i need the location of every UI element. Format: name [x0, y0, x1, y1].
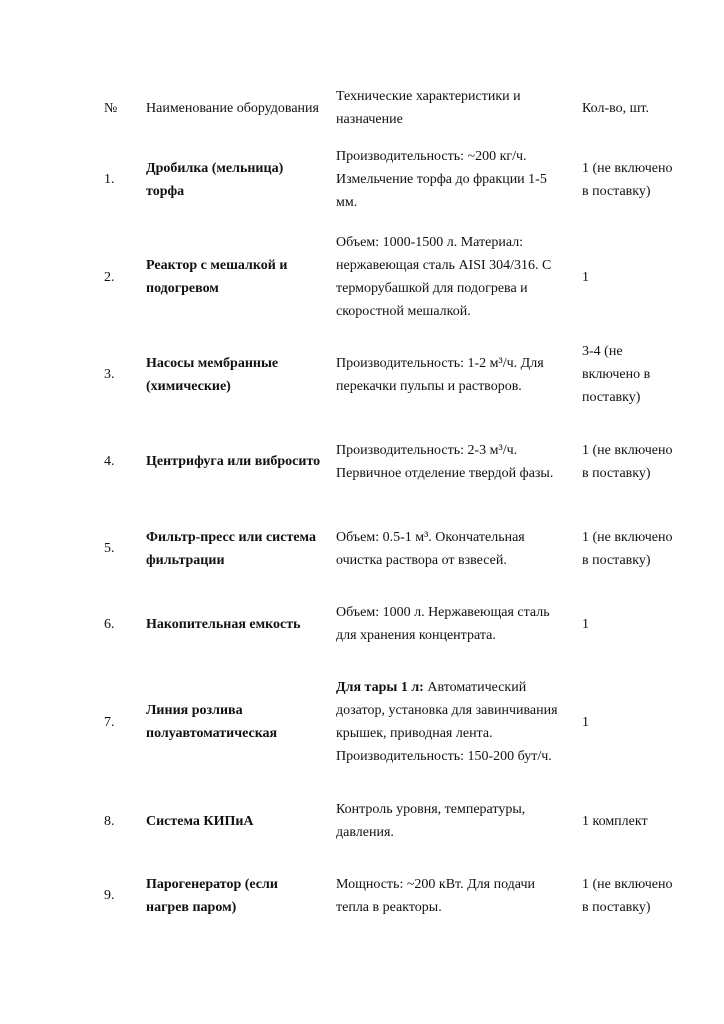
- header-spec-text: Технические характеристики и назначение: [336, 89, 521, 127]
- row-num-text: 6.: [104, 616, 115, 632]
- row-4-num: [104, 427, 136, 496]
- row-qty-text: 1 (не включено в поставку): [582, 160, 673, 199]
- row-7-spec: [336, 664, 568, 780]
- row-3-spec: [336, 340, 568, 409]
- row-name-text: Линия розлива полуавтоматическая: [146, 703, 278, 741]
- row-spec-body: Контроль уровня, температуры, давления.: [336, 802, 526, 840]
- row-qty-text: 1 (не включено в поставку): [582, 442, 673, 481]
- row-num-text: 1.: [104, 172, 115, 187]
- row-6-num: [104, 600, 136, 648]
- row-5-num: [104, 514, 136, 583]
- row-6-spec: [336, 600, 568, 648]
- row-1-spec: [336, 145, 568, 214]
- row-name-text: Система КИПиА: [146, 813, 254, 829]
- row-name-text: Насосы мембранные (химические): [146, 355, 279, 394]
- row-1-num: [104, 145, 136, 214]
- row-4-name: [146, 427, 324, 496]
- row-name-text: Центрифуга или вибросито: [146, 454, 321, 469]
- row-name-text: Накопительная емкость: [146, 616, 301, 632]
- row-9-qty: [582, 861, 682, 930]
- row-num-text: 2.: [104, 269, 115, 285]
- row-name-text: Фильтр-пресс или система фильтрации: [146, 529, 316, 568]
- header-name: [146, 85, 324, 131]
- row-7-num: [104, 664, 136, 780]
- row-qty-text: 1: [582, 616, 589, 632]
- row-name-text: Парогенератор (если нагрев паром): [146, 876, 278, 915]
- row-7-qty: [582, 664, 682, 780]
- header-qty-text: Кол-во, шт.: [582, 100, 649, 116]
- row-qty-text: 1: [582, 269, 589, 285]
- header-qty: [582, 85, 682, 131]
- row-2-name: [146, 231, 324, 323]
- row-4-qty: [582, 427, 682, 496]
- row-spec-text: [336, 798, 568, 844]
- row-1-qty: [582, 145, 682, 214]
- row-num-text: 9.: [104, 888, 115, 903]
- row-spec-body: Автоматический дозатор, установка для завинчивания крышек, приводная лента. Производительность: 150-200 бут/ч.: [336, 680, 558, 764]
- row-6-qty: [582, 600, 682, 648]
- row-8-qty: [582, 797, 682, 845]
- row-8-spec: [336, 797, 568, 845]
- row-2-spec: [336, 231, 568, 323]
- row-5-name: [146, 514, 324, 583]
- row-5-spec: [336, 514, 568, 583]
- row-spec-text: [336, 601, 568, 647]
- row-spec-body: Производительность: 2-3 м³/ч. Первичное отделение твердой фазы.: [336, 442, 554, 481]
- row-spec-text: [336, 231, 568, 323]
- row-spec-text: [336, 352, 568, 398]
- row-3-qty: [582, 340, 682, 409]
- row-spec-label: Для тары 1 л:: [336, 680, 424, 695]
- row-spec-body: Производительность: ~200 кг/ч. Измельчение торфа до фракции 1-5 мм.: [336, 149, 547, 210]
- row-9-spec: [336, 861, 568, 930]
- row-spec-body: Объем: 1000 л. Нержавеющая сталь для хранения концентрата.: [336, 605, 550, 643]
- row-num-text: 3.: [104, 367, 115, 382]
- row-3-name: [146, 340, 324, 409]
- row-name-text: Дробилка (мельница) торфа: [146, 160, 284, 199]
- row-spec-body: Производительность: 1-2 м³/ч. Для перекачки пульпы и растворов.: [336, 355, 544, 394]
- row-7-name: [146, 664, 324, 780]
- row-spec-body: Мощность: ~200 кВт. Для подачи тепла в реакторы.: [336, 876, 535, 915]
- row-5-qty: [582, 514, 682, 583]
- row-qty-text: 1: [582, 714, 589, 730]
- row-num-text: 5.: [104, 541, 115, 556]
- row-4-spec: [336, 427, 568, 496]
- row-qty-text: 3-4 (не включено в поставку): [582, 344, 651, 405]
- row-1-name: [146, 145, 324, 214]
- row-3-num: [104, 340, 136, 409]
- row-qty-text: 1 (не включено в поставку): [582, 529, 673, 568]
- row-6-name: [146, 600, 324, 648]
- row-9-name: [146, 861, 324, 930]
- row-qty-text: 1 (не включено в поставку): [582, 876, 673, 915]
- row-spec-text: [336, 873, 568, 919]
- row-num-text: 4.: [104, 454, 115, 469]
- row-spec-text: [336, 145, 568, 214]
- header-num: [104, 85, 136, 131]
- row-9-num: [104, 861, 136, 930]
- header-name-text: Наименование оборудования: [146, 100, 319, 116]
- row-8-name: [146, 797, 324, 845]
- row-2-num: [104, 231, 136, 323]
- header-spec: [336, 85, 568, 131]
- header-num-text: №: [104, 100, 118, 116]
- row-spec-body: Объем: 0.5-1 м³. Окончательная очистка раствора от взвесей.: [336, 529, 525, 568]
- row-8-num: [104, 797, 136, 845]
- row-num-text: 7.: [104, 714, 115, 730]
- row-num-text: 8.: [104, 813, 115, 829]
- row-spec-body: Объем: 1000-1500 л. Материал: нержавеющая сталь AISI 304/316. С терморубашкой для подогрева и скоростной мешалкой.: [336, 235, 552, 319]
- row-2-qty: [582, 231, 682, 323]
- row-spec-text: [336, 676, 568, 768]
- row-name-text: Реактор с мешалкой и подогревом: [146, 258, 288, 296]
- row-spec-text: [336, 526, 568, 572]
- row-spec-text: [336, 439, 568, 485]
- row-qty-text: 1 комплект: [582, 813, 648, 829]
